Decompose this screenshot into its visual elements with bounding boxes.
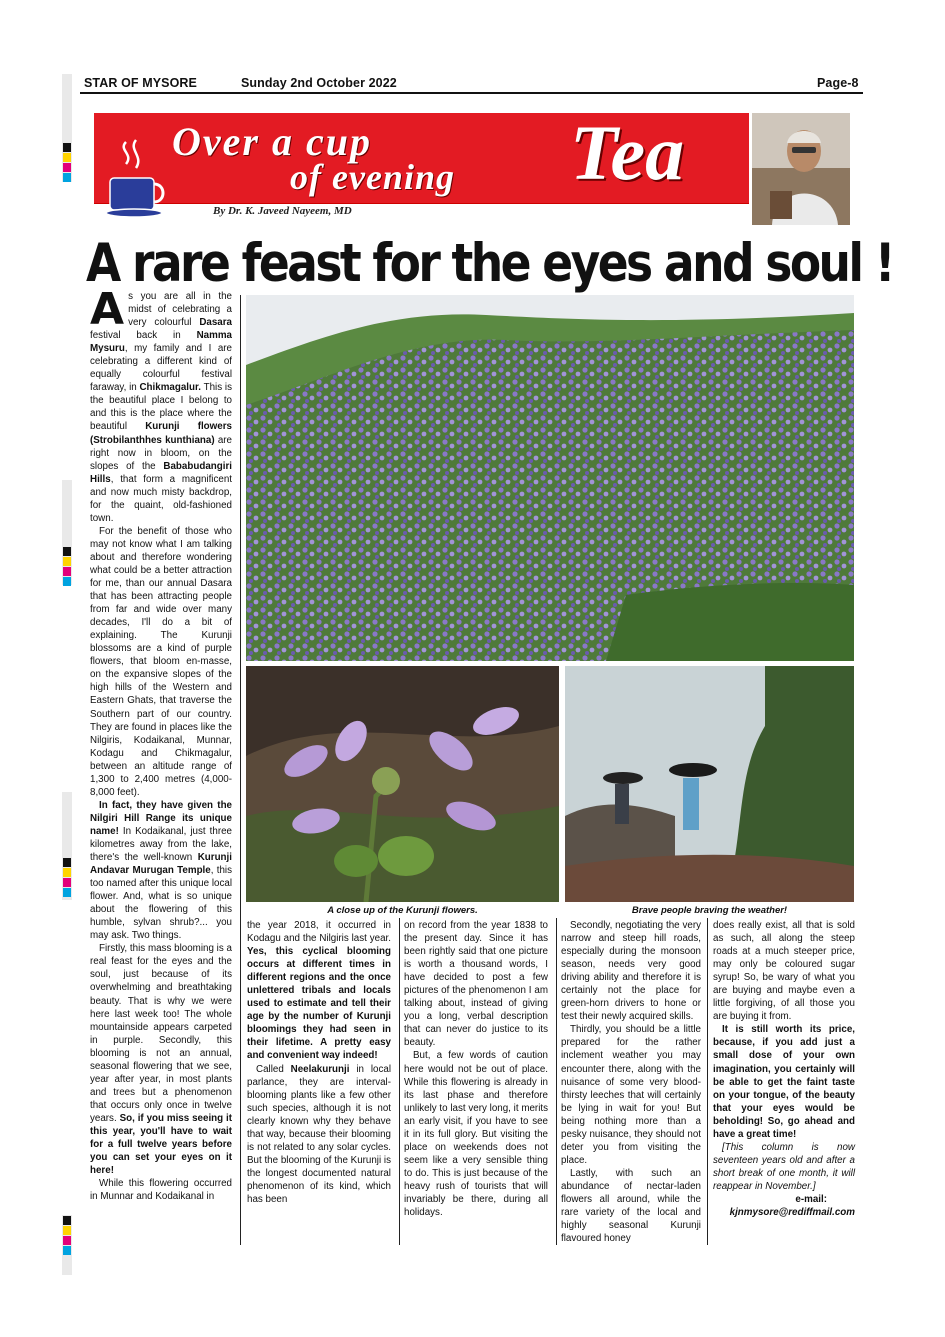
reg-mark — [63, 547, 71, 556]
byline-bar — [94, 203, 749, 225]
paragraph: But, a few words of caution here would not be out of place. While this flowering is already in its last phase and therefore unlikely to last very long, it merits an early visit, if you have to see it in its full glory. But visiting the place on weekends does not seem like a very sensible thing to do. This is just because of the heavy rush of tourists that will invariably be there, during all holidays. — [404, 1050, 548, 1219]
article-column-4 — [561, 919, 701, 1245]
header-rule — [80, 92, 863, 94]
column-5-text — [713, 919, 855, 1193]
paragraph: Thirdly, you should be a little prepared for the rather inclement weather you may encounter there, along with the nuisance of some very blood-thirsty leeches that will certainly be lying in wait for you! But being nothing more than a pesky nuisance, they should not deter you from visiting the place. — [561, 1024, 701, 1166]
reg-mark — [63, 858, 71, 867]
closeup-caption: A close up of the Kurunji flowers. — [327, 905, 478, 916]
reg-mark — [63, 567, 71, 576]
page-number: Page-8 — [817, 76, 859, 90]
paragraph: Firstly, this mass blooming is a real feast for the eyes and the soul, just because of its overwhelming and breathtaking beauty. That is why we were here last week too! The whole mountainside appears carpeted in purple. Secondly, this blooming is not an annual, seasonal flowering that we see, year after year, in most plants and trees but a phenomenon that occurs only once in twelve years. So, if you miss seeing it this year, you'll have to wait for a full twelve years before you can set your eyes on it here! — [90, 943, 233, 1177]
publication-name: STAR OF MYSORE — [84, 76, 197, 90]
paragraph: Lastly, with such an abundance of nectar-laden flowers all around, while the rare variety of the local and highly seasonal Kurunji flavoured honey — [561, 1167, 701, 1245]
paragraph: Secondly, negotiating the very narrow and steep hill roads, especially during the monsoon season, needs very good driving ability and therefore it is certainly not the place for green-horn drivers to hone or test their newly acquired skills. — [561, 920, 701, 1023]
author-photo — [752, 113, 850, 225]
reg-mark — [63, 1226, 71, 1235]
paragraph: It is still worth its price, because, if you add just a small dose of your own imagination, you certainly will be able to get the faint taste on your tongue, of the beauty that your eyes would be beholding! So, go ahead and have a great time! — [713, 1024, 855, 1140]
column-rule — [399, 918, 400, 1245]
paragraph: Called Neelakurunji in local parlance, they are interval-blooming plants like a few other such species, although it is not clearly known why they behave that way, because their blooming is not related to any solar cycles. But the blooming of the Kurunji is the longest documented natural phenomenon of its kind, which has been — [247, 1063, 391, 1205]
weather-caption: Brave people braving the weather! — [631, 905, 788, 916]
paragraph: For the benefit of those who may not know what I am talking about and therefore wondering what could be a better attraction for me, than our annual Dasara that has been attracting people from far and wide over many decades, I'll do a bit of explaining. The Kurunji blossoms are a kind of purple flowers, that bloom en-masse, on the expansive slopes of the high hills of the Western and Eastern Ghats, that traverse the Southern part of our country. They are found in places like the Nilgiris, Kodaikanal, Munnar, Kodagu and Chikmagalur, between an altitude range of 1,300 to 2,400 metres (4,000-8,000 feet). — [90, 525, 232, 798]
paragraph: s you are all in the midst of celebrating a very colourful Dasara festival back in Namma Mysuru, my family and I are celebrating a different kind of equally colourful festival faraway, in Chikmagalur. This is the beautiful place I belong to and this is the place where the beautiful Kurunji flowers (Strobilanthhes kunthiana) are right now in bloom, on the slopes of the Bababudangiri Hills, that form a magnificent and now much misty backdrop, for the quaint, old-fashioned town. — [90, 291, 233, 524]
reg-mark — [63, 868, 71, 877]
paragraph: on record from the year 1838 to the present day. Since it has been rightly said that one picture is worth a thousand words, I have decided to post a few pictures of the phenomenon I am talking about, instead of giving you a long, verbal description that can never do justice to its beauty. — [404, 920, 548, 1049]
reg-mark — [63, 1246, 71, 1255]
reg-mark — [63, 143, 71, 152]
paragraph: does really exist, all that is sold as such, all along the steep roads at a much steeper price, may only be coloured sugar syrup! So, be wary of what you are buying and maybe even a little forgiving, of all those you are buying it from. — [713, 920, 855, 1023]
column-rule — [707, 918, 708, 1245]
reg-mark — [63, 878, 71, 887]
reg-mark — [63, 153, 71, 162]
drop-cap: A — [90, 284, 125, 335]
banner-tea: Tea — [570, 109, 685, 196]
reg-mark — [63, 557, 71, 566]
issue-date: Sunday 2nd October 2022 — [241, 76, 397, 90]
paragraph: In fact, they have given the Nilgiri Hill Range its unique name! In Kodaikanal, just three kilometres away from the lake, there's the well-known Kurunji Andavar Murugan Temple, this too named after this unique local flower. And, what is so unique about the flowering of this humble, sylvan shrub?... you may ask. Two things. — [90, 799, 232, 942]
reg-mark — [63, 888, 71, 897]
paragraph: [This column is now seventeen years old and after a short break of one month, it will reappear in November.] — [713, 1141, 855, 1192]
column-1-text — [90, 284, 233, 1203]
column-4-text — [561, 919, 701, 1245]
author-email[interactable]: kjnmysore@rediffmail.com — [729, 1207, 855, 1219]
banner-line-2: of evening — [290, 157, 455, 197]
article-column-5 — [713, 919, 855, 1219]
reg-mark — [63, 577, 71, 586]
reg-mark — [63, 1216, 71, 1225]
kurunji-hillside-photo — [246, 295, 854, 661]
headline: A rare feast for the eyes and soul ! — [86, 233, 893, 294]
reg-mark — [63, 173, 71, 182]
banner-line-1: Over a cup — [172, 119, 372, 164]
column-rule — [240, 295, 241, 1245]
byline: By Dr. K. Javeed Nayeem, MD — [213, 205, 352, 217]
reg-mark — [63, 1236, 71, 1245]
article-column-2 — [247, 919, 391, 1206]
teacup-icon — [104, 138, 172, 220]
misty-weather-photo — [565, 666, 854, 902]
column-rule — [556, 918, 557, 1245]
kurunji-closeup-photo — [246, 666, 559, 902]
column-2-text — [247, 919, 391, 1206]
paragraph: While this flowering occurred in Munnar and Kodaikanal in — [90, 1178, 232, 1203]
article-column-3 — [404, 919, 548, 1219]
column-3-text — [404, 919, 548, 1219]
paragraph: the year 2018, it occurred in Kodagu and the Nilgiris last year. Yes, this cyclical blooming occurs at different times in different regions and the once unlettered tribals and locals used to estimate and tell their age by the number of Kurunji bloomings they had seen in their lifetime. A pretty easy and convenient way indeed! — [247, 920, 391, 1062]
article-column-1 — [90, 284, 233, 1203]
email-label: e-mail: — [795, 1193, 827, 1205]
reg-mark — [63, 163, 71, 172]
